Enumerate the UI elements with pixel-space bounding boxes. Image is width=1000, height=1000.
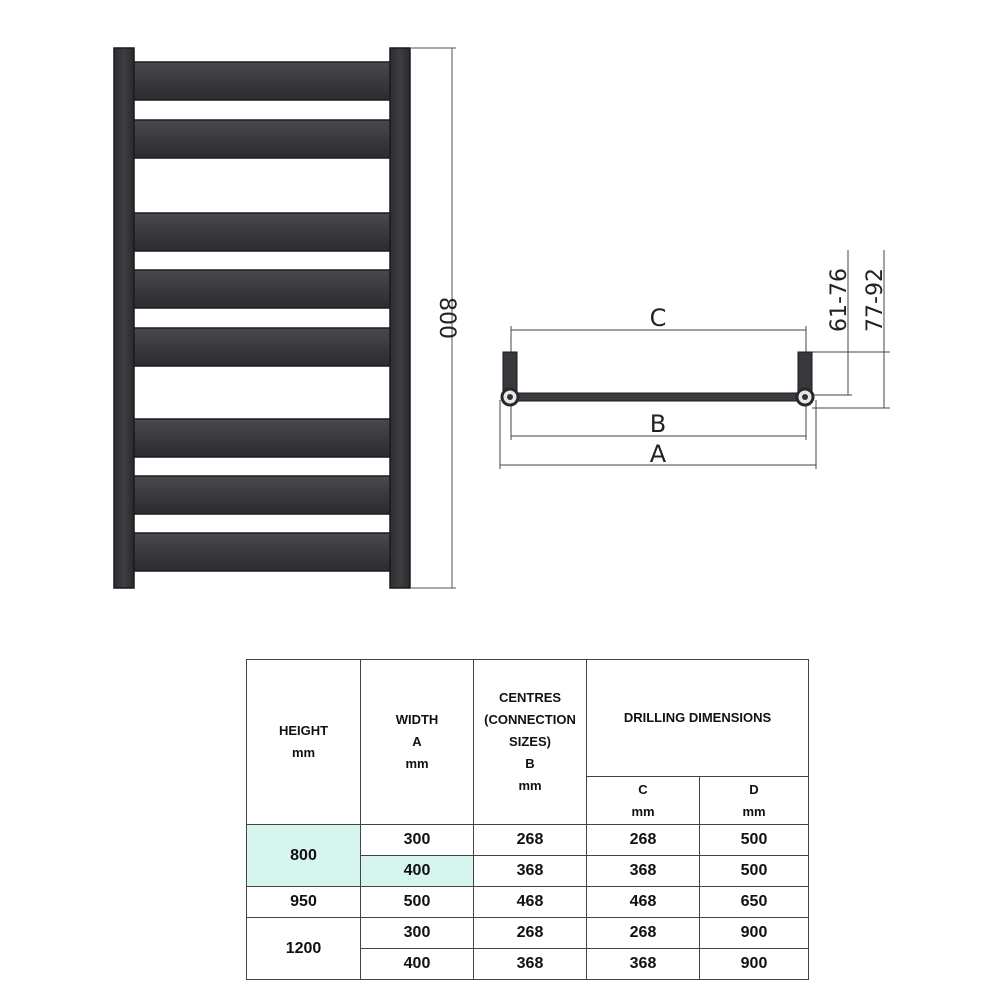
height-cell: 1200	[247, 918, 361, 980]
height-label: 800	[434, 297, 459, 339]
centres-cell: 468	[474, 887, 587, 918]
c-cell: 268	[587, 918, 700, 949]
label-a: A	[649, 440, 667, 468]
d-cell: 500	[700, 825, 809, 856]
label-c: C	[649, 304, 667, 332]
dimensions-table	[246, 659, 809, 980]
header-centres: CENTRES (CONNECTION SIZES) B mm	[474, 660, 587, 825]
width-cell: 300	[361, 918, 474, 949]
table-row	[247, 825, 809, 856]
centres-cell: 268	[474, 918, 587, 949]
top-view-bar	[512, 393, 806, 401]
c-cell: 268	[587, 825, 700, 856]
projection-label-1: 61-76	[827, 268, 852, 332]
left-valve	[503, 352, 517, 392]
header-width: WIDTH A mm	[361, 660, 474, 825]
header-drilling: DRILLING DIMENSIONS	[587, 660, 809, 777]
d-cell: 500	[700, 856, 809, 887]
width-cell: 500	[361, 887, 474, 918]
c-cell: 368	[587, 949, 700, 980]
d-cell: 900	[700, 949, 809, 980]
width-cell: 300	[361, 825, 474, 856]
d-cell: 900	[700, 918, 809, 949]
centres-cell: 368	[474, 949, 587, 980]
c-cell: 368	[587, 856, 700, 887]
height-cell: 800	[247, 825, 361, 887]
header-d: D mm	[700, 777, 809, 825]
d-cell: 650	[700, 887, 809, 918]
label-b: B	[649, 410, 667, 438]
header-height: HEIGHT mm	[247, 660, 361, 825]
width-cell: 400	[361, 856, 474, 887]
header-c: C mm	[587, 777, 700, 825]
table-row	[247, 918, 809, 949]
table-row	[247, 887, 809, 918]
width-cell: 400	[361, 949, 474, 980]
projection-label-2: 77-92	[863, 268, 888, 332]
right-valve	[798, 352, 812, 392]
centres-cell: 368	[474, 856, 587, 887]
centres-cell: 268	[474, 825, 587, 856]
c-cell: 468	[587, 887, 700, 918]
height-cell: 950	[247, 887, 361, 918]
